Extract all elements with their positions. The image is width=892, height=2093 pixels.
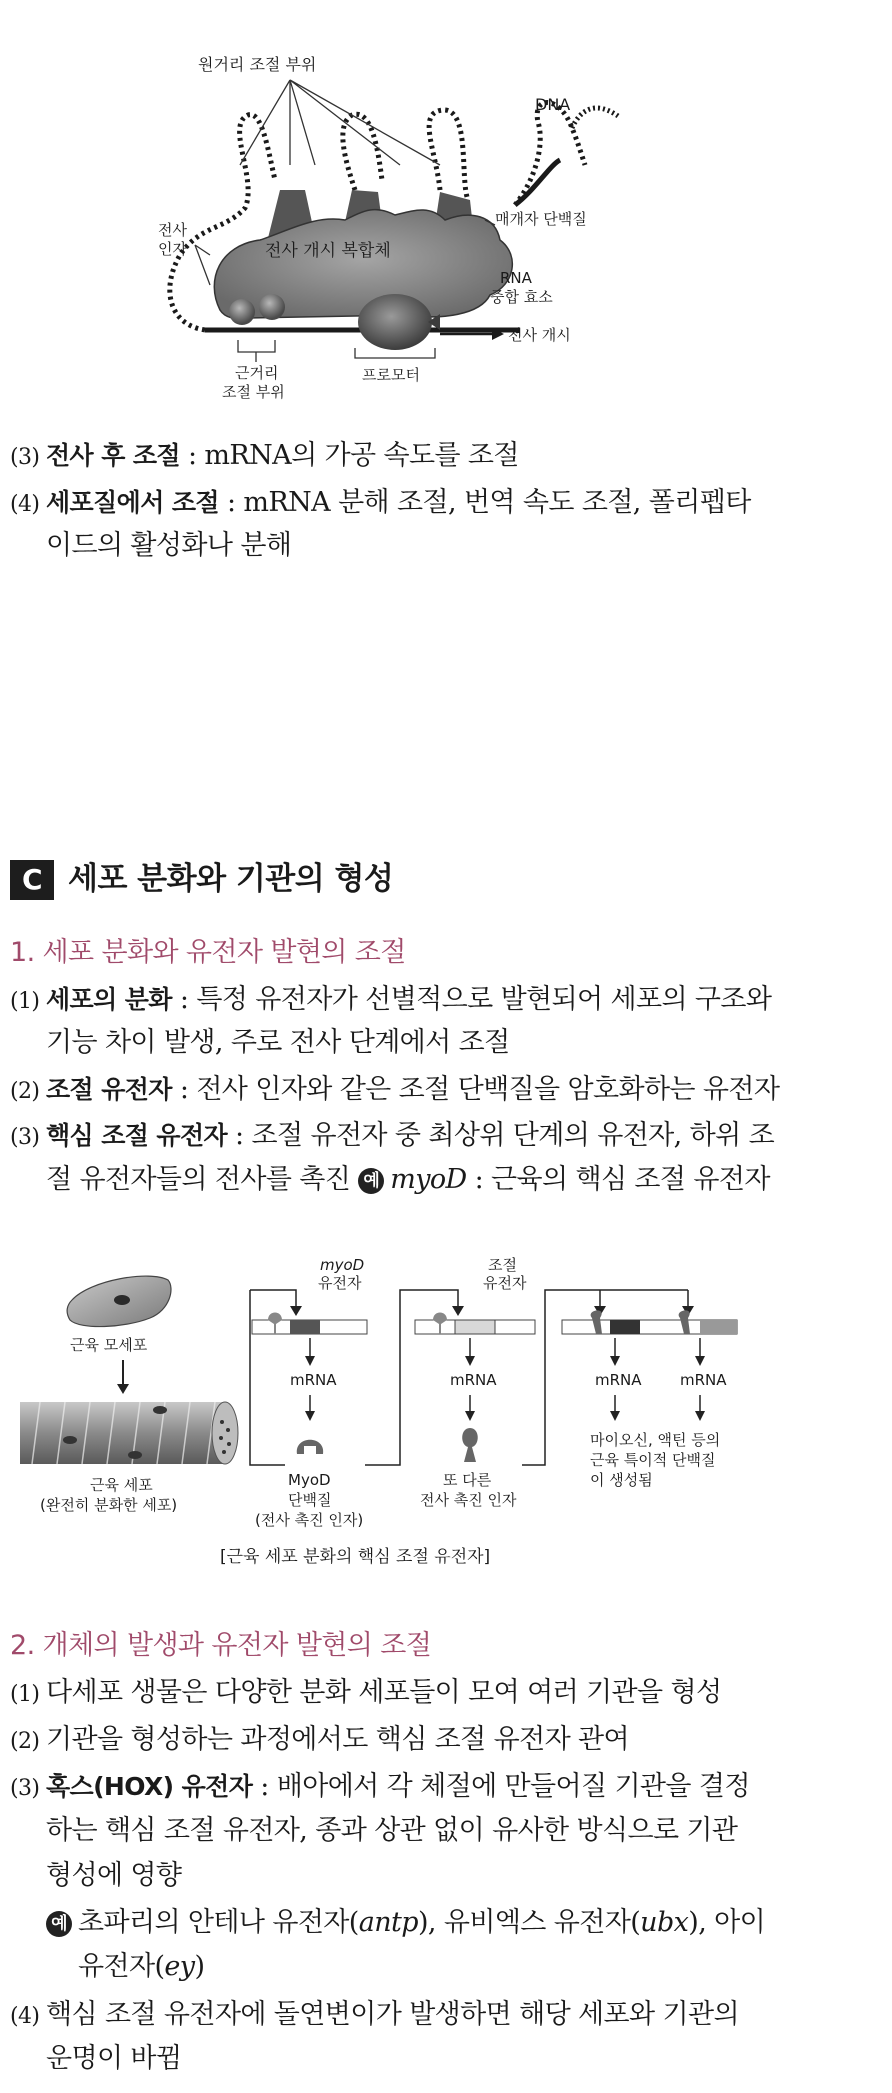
example-line: 예 초파리의 안테나 유전자(antp), 유비엑스 유전자(ubx), 아이 (46, 1905, 892, 1941)
mrna-label-2: mRNA (450, 1371, 497, 1389)
myod-protein (297, 1440, 323, 1454)
list-item-continuation: 하는 핵심 조절 유전자, 종과 상관 없이 유사한 방식으로 기관 (46, 1815, 738, 1846)
other-tf-protein (462, 1428, 478, 1462)
proximal-label-line2: 조절 부위 (222, 383, 285, 400)
subsection-title-2: 2. 개체의 발생과 유전자 발현의 조절 (10, 1630, 432, 1661)
example-badge: 예 (46, 1911, 72, 1937)
myod-gene-label: myoD (320, 1256, 365, 1274)
muscle-cell-sublabel: (완전히 분화한 세포) (40, 1496, 178, 1514)
reg-gene-sublabel: 유전자 (483, 1274, 527, 1292)
list-item: (2) 기관을 형성하는 과정에서도 핵심 조절 유전자 관여 (10, 1724, 630, 1755)
list-item-continuation: 절 유전자들의 전사를 촉진 예 myoD : 근육의 핵심 조절 유전자 (46, 1164, 770, 1195)
complex-label: 전사 개시 복합체 (265, 241, 391, 261)
myod-protein-sublabel: 단백질 (288, 1491, 332, 1509)
muscle-differentiation-diagram (10, 1240, 780, 1570)
muscle-cell-label: 근육 세포 (90, 1476, 153, 1494)
subsection-title-1: 1. 세포 분화와 유전자 발현의 조절 (10, 937, 406, 968)
section-title: 세포 분화와 기관의 형성 (68, 861, 394, 897)
list-item: (2) 조절 유전자 : 전사 인자와 같은 조절 단백질을 암호화하는 유전자 (10, 1074, 780, 1105)
list-item: (4) 핵심 조절 유전자에 돌연변이가 발생하면 해당 세포와 기관의 (10, 1999, 739, 2030)
products-label-line2: 근육 특이적 단백질 (590, 1451, 716, 1469)
reg-gene-label: 조절 (488, 1256, 517, 1274)
section-badge: C (10, 860, 54, 900)
list-item-continuation: 이드의 활성화나 분해 (46, 530, 292, 561)
list-item: (1) 다세포 생물은 다양한 분화 세포들이 모여 여러 기관을 형성 (10, 1677, 722, 1708)
other-tf-sublabel: 전사 촉진 인자 (420, 1491, 517, 1509)
section-heading (10, 858, 393, 900)
transcription-diagram (140, 40, 660, 400)
polymerase-label-line2: 중합 효소 (490, 288, 553, 306)
list-item: (1) 세포의 분화 : 특정 유전자가 선별적으로 발현되어 세포의 구조와 (10, 984, 772, 1015)
list-item-continuation: 형성에 영향 (46, 1860, 182, 1891)
proximal-label-line1: 근거리 (235, 364, 279, 382)
muscle-fiber (20, 1402, 238, 1464)
list-item: (3) 혹스(HOX) 유전자 : 배아에서 각 체절에 만들어질 기관을 결정 (10, 1771, 750, 1802)
products-label-line3: 이 생성됨 (590, 1471, 653, 1489)
diagram-caption: [근육 세포 분화의 핵심 조절 유전자] (220, 1547, 491, 1567)
start-label: 전사 개시 (508, 326, 571, 344)
myod-protein-role: (전사 촉진 인자) (255, 1511, 364, 1529)
example-line-continuation: 유전자(ey) (78, 1951, 205, 1982)
example-badge: 예 (358, 1168, 384, 1194)
distant-site-label: 원거리 조절 부위 (198, 55, 317, 74)
myod-gene-sublabel: 유전자 (318, 1274, 362, 1292)
list-item: (3) 핵심 조절 유전자 : 조절 유전자 중 최상위 단계의 유전자, 하위 조 (10, 1120, 775, 1151)
list-item: (4) 세포질에서 조절 : mRNA 분해 조절, 번역 속도 조절, 폴리펩타 (10, 487, 751, 518)
list-item: (3) 전사 후 조절 : mRNA의 가공 속도를 조절 (10, 440, 519, 471)
myod-protein-label: MyoD (288, 1471, 331, 1489)
mrna-label-4: mRNA (680, 1371, 727, 1389)
mediator-label: 매개자 단백질 (495, 210, 587, 228)
tf-label-line1: 전사 (158, 221, 187, 239)
tf-label-line2: 인자 (158, 240, 187, 258)
transcription-factor-1 (229, 299, 255, 325)
transcription-complex (214, 210, 512, 319)
polymerase-label-line1: RNA (500, 269, 532, 287)
list-item-continuation: 운명이 바뀜 (46, 2043, 182, 2074)
products-label-line1: 마이오신, 액틴 등의 (590, 1431, 721, 1449)
mrna-label-3: mRNA (595, 1371, 642, 1389)
other-tf-label: 또 다른 (443, 1471, 492, 1489)
rna-polymerase (358, 294, 432, 350)
mrna-label-1: mRNA (290, 1371, 337, 1389)
dna-label: DNA (535, 95, 571, 114)
promoter-label: 프로모터 (362, 366, 420, 384)
transcription-factor-2 (259, 294, 285, 320)
myoblast-label: 근육 모세포 (70, 1336, 148, 1354)
list-item-continuation: 기능 차이 발생, 주로 전사 단계에서 조절 (46, 1027, 510, 1058)
